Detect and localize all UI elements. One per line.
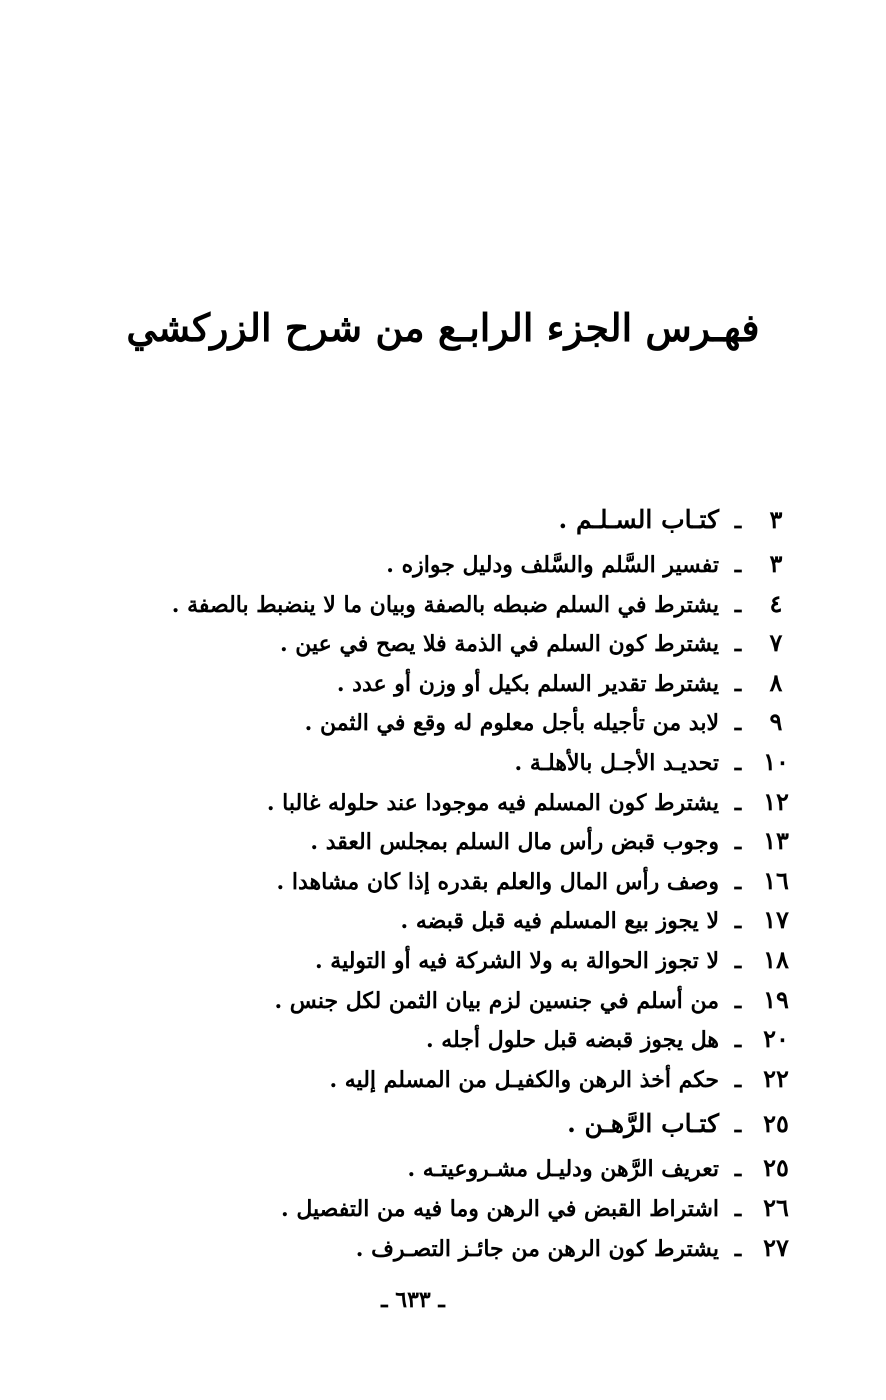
toc-entry-text: كتـاب الرَّهـن . xyxy=(567,1109,719,1139)
toc-entry-text: يشترط تقدير السلم بكيل أو وزن أو عدد . xyxy=(336,670,719,697)
toc-dash: ـ xyxy=(734,1235,742,1262)
toc-entry xyxy=(41,866,801,906)
page-title: فهـرس الجزء الرابـع من شرح الزركشي xyxy=(126,305,760,350)
toc-entry-heading xyxy=(41,505,801,549)
toc-entry-text: هل يجوز قبضه قبل حلول أجله . xyxy=(425,1027,719,1054)
toc-entry-text: لا يجوز بيع المسلم فيه قبل قبضه . xyxy=(400,908,719,935)
toc-dash: ـ xyxy=(734,789,742,816)
toc-page-number: ٢٥ xyxy=(763,1109,789,1139)
toc-page-number: ٤ xyxy=(769,588,783,618)
toc-entry xyxy=(41,787,801,827)
toc-page-number: ١٧ xyxy=(763,905,789,935)
toc-entry-text: لا تجوز الحوالة به ولا الشركة فيه أو التولية . xyxy=(314,947,719,974)
toc-page-number: ٣ xyxy=(769,549,783,578)
toc-page-number: ٣ xyxy=(769,505,783,534)
toc-page-number: ١٩ xyxy=(763,984,789,1014)
toc-entry-text: حكم أخذ الرهن والكفيـل من المسلم إليه . xyxy=(329,1066,719,1093)
toc-entry-text: تعريف الرَّهن ودليـل مشـروعيتـه . xyxy=(407,1156,719,1183)
toc-page-number: ٢٠ xyxy=(763,1024,789,1054)
toc-dash: ـ xyxy=(734,1112,742,1139)
table-of-contents xyxy=(41,505,801,1272)
toc-dash: ـ xyxy=(734,710,742,737)
toc-entry xyxy=(41,707,801,747)
toc-entry-heading xyxy=(41,1109,801,1153)
toc-entry-text: يشترط كون المسلم فيه موجودا عند حلوله غالبا . xyxy=(266,789,719,816)
toc-page-number: ٢٦ xyxy=(763,1192,789,1222)
toc-dash: ـ xyxy=(734,508,742,534)
toc-entry-text: تحديـد الأجـل بالأهلـة . xyxy=(514,749,719,776)
toc-entry xyxy=(41,1153,801,1193)
toc-entry xyxy=(41,589,801,629)
toc-dash: ـ xyxy=(734,908,742,935)
toc-dash: ـ xyxy=(734,1195,742,1222)
toc-page-number: ٢٥ xyxy=(763,1153,789,1183)
toc-dash: ـ xyxy=(734,829,742,856)
toc-dash: ـ xyxy=(734,1027,742,1054)
toc-entry-text: كتـاب السـلـم . xyxy=(558,505,719,534)
toc-dash: ـ xyxy=(734,947,742,974)
toc-page-number: ٩ xyxy=(769,707,783,737)
page-footer-number: ـ ٦٣٣ ـ xyxy=(381,1287,445,1313)
toc-entry-text: تفسير السَّلم والسَّلف ودليل جوازه . xyxy=(386,552,719,578)
toc-entry-text: يشترط في السلم ضبطه بالصفة وبيان ما لا ينضبط بالصفة . xyxy=(171,591,719,618)
toc-dash: ـ xyxy=(734,1156,742,1183)
toc-entry-text: يشترط كون السلم في الذمة فلا يصح في عين . xyxy=(279,631,719,658)
toc-page-number: ١٦ xyxy=(763,865,789,895)
toc-entry xyxy=(41,945,801,985)
toc-entry-text: وجوب قبض رأس مال السلم بمجلس العقد . xyxy=(310,829,719,856)
toc-dash: ـ xyxy=(734,987,742,1014)
toc-dash: ـ xyxy=(734,1066,742,1093)
toc-entry-text: من أسلم في جنسين لزم بيان الثمن لكل جنس . xyxy=(274,987,719,1014)
toc-entry-text: وصف رأس المال والعلم بقدره إذا كان مشاهدا . xyxy=(276,868,719,895)
toc-entry-text: اشتراط القبض في الرهن وما فيه من التفصيل . xyxy=(281,1195,719,1222)
toc-dash: ـ xyxy=(734,631,742,658)
toc-entry xyxy=(41,905,801,945)
toc-page-number: ٢٧ xyxy=(763,1232,789,1262)
toc-entry xyxy=(41,668,801,708)
toc-dash: ـ xyxy=(734,670,742,697)
toc-dash: ـ xyxy=(734,868,742,895)
toc-entry xyxy=(41,1233,801,1273)
toc-entry xyxy=(41,1064,801,1104)
toc-entry xyxy=(41,747,801,787)
toc-page-number: ١٣ xyxy=(763,826,789,856)
toc-entry-text: لابد من تأجيله بأجل معلوم له وقع في الثمن . xyxy=(304,710,719,737)
toc-dash: ـ xyxy=(734,749,742,776)
toc-page-number: ١٠ xyxy=(763,746,789,776)
toc-entry xyxy=(41,1193,801,1233)
toc-dash: ـ xyxy=(734,552,742,578)
toc-page-number: ١٨ xyxy=(763,944,789,974)
toc-page-number: ٨ xyxy=(769,667,783,697)
toc-entry xyxy=(41,826,801,866)
toc-page-number: ٧ xyxy=(769,628,783,658)
toc-page-number: ١٢ xyxy=(763,786,789,816)
toc-entry xyxy=(41,985,801,1025)
toc-entry xyxy=(41,1024,801,1064)
toc-entry xyxy=(41,549,801,589)
toc-entry-text: يشترط كون الرهن من جائـز التصـرف . xyxy=(355,1235,719,1262)
toc-dash: ـ xyxy=(734,591,742,618)
toc-page-number: ٢٢ xyxy=(763,1063,789,1093)
toc-entry xyxy=(41,628,801,668)
